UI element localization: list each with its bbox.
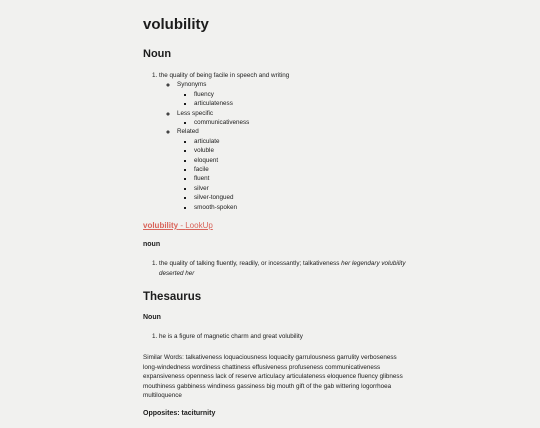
list-item: ▪ articulateness <box>194 99 411 108</box>
similar-words-list: talkativeness loquaciousness loquacity garrulousness garrulity verboseness long-windedness wordiness chattiness effusiveness profuseness communicativeness expansiveness openness lack of reserve articulacy articulateness eloquence fluency glibness mouthiness gabbiness windiness gassiness big mouth gift of the gab wittering logorrhoea multiloquence <box>143 354 403 399</box>
group-label: Synonyms <box>177 81 207 89</box>
lookup-source: LookUp <box>185 221 213 231</box>
lookup-link[interactable] <box>143 221 213 230</box>
similar-words-label: Similar Words: <box>143 354 186 362</box>
noun-heading: Noun <box>143 48 172 60</box>
list-item: ▪ silver <box>194 184 411 193</box>
dictionary-entry <box>143 12 411 428</box>
noun-definition-list <box>143 71 411 212</box>
list-item: ▪ eloquent <box>194 156 411 165</box>
list-item: ▪ voluble <box>194 146 411 155</box>
definition-example: her legendary volubility deserted her <box>159 260 406 277</box>
group-label: Related <box>177 128 199 136</box>
list-item: ▪ fluent <box>194 174 411 183</box>
related-groups <box>159 80 411 212</box>
less-specific-list <box>177 118 411 127</box>
opposites-label: Opposites: <box>143 410 182 418</box>
thesaurus-pos: Noun <box>143 313 161 321</box>
lookup-word: volubility <box>143 221 179 231</box>
list-item: ▪ articulate <box>194 137 411 146</box>
lookup-definition <box>159 259 411 278</box>
thesaurus-heading: Thesaurus <box>143 290 202 303</box>
lookup-pos: noun <box>143 241 161 249</box>
definition-text: the quality of being facile in speech and writing <box>159 72 290 79</box>
lookup-definition-list <box>143 259 411 278</box>
list-item: ▪ facile <box>194 165 411 174</box>
lookup-heading <box>143 221 411 231</box>
thesaurus-example-list <box>143 332 411 341</box>
definition-text: the quality of talking fluently, readily, or incessantly; talkativeness <box>159 260 342 268</box>
lookup-separator: - <box>178 221 186 231</box>
synonym-list <box>177 90 411 109</box>
opposites-value: taciturnity <box>181 410 216 418</box>
page-title: volubility <box>143 16 209 33</box>
list-item: ▪ fluency <box>194 90 411 99</box>
noun-definition <box>159 71 411 212</box>
list-item: ▪ communicativeness <box>194 118 411 127</box>
related-list <box>177 137 411 212</box>
group-less-specific <box>177 109 411 128</box>
list-item: ▪ silver-tongued <box>194 193 411 202</box>
group-related <box>177 127 411 212</box>
opposites <box>143 409 411 418</box>
similar-words <box>143 353 411 400</box>
list-item: ▪ smooth-spoken <box>194 203 411 212</box>
thesaurus-example: 1. he is a figure of magnetic charm and great volubility <box>159 332 411 341</box>
group-synonyms <box>177 80 411 108</box>
group-label: Less specific <box>177 109 214 117</box>
